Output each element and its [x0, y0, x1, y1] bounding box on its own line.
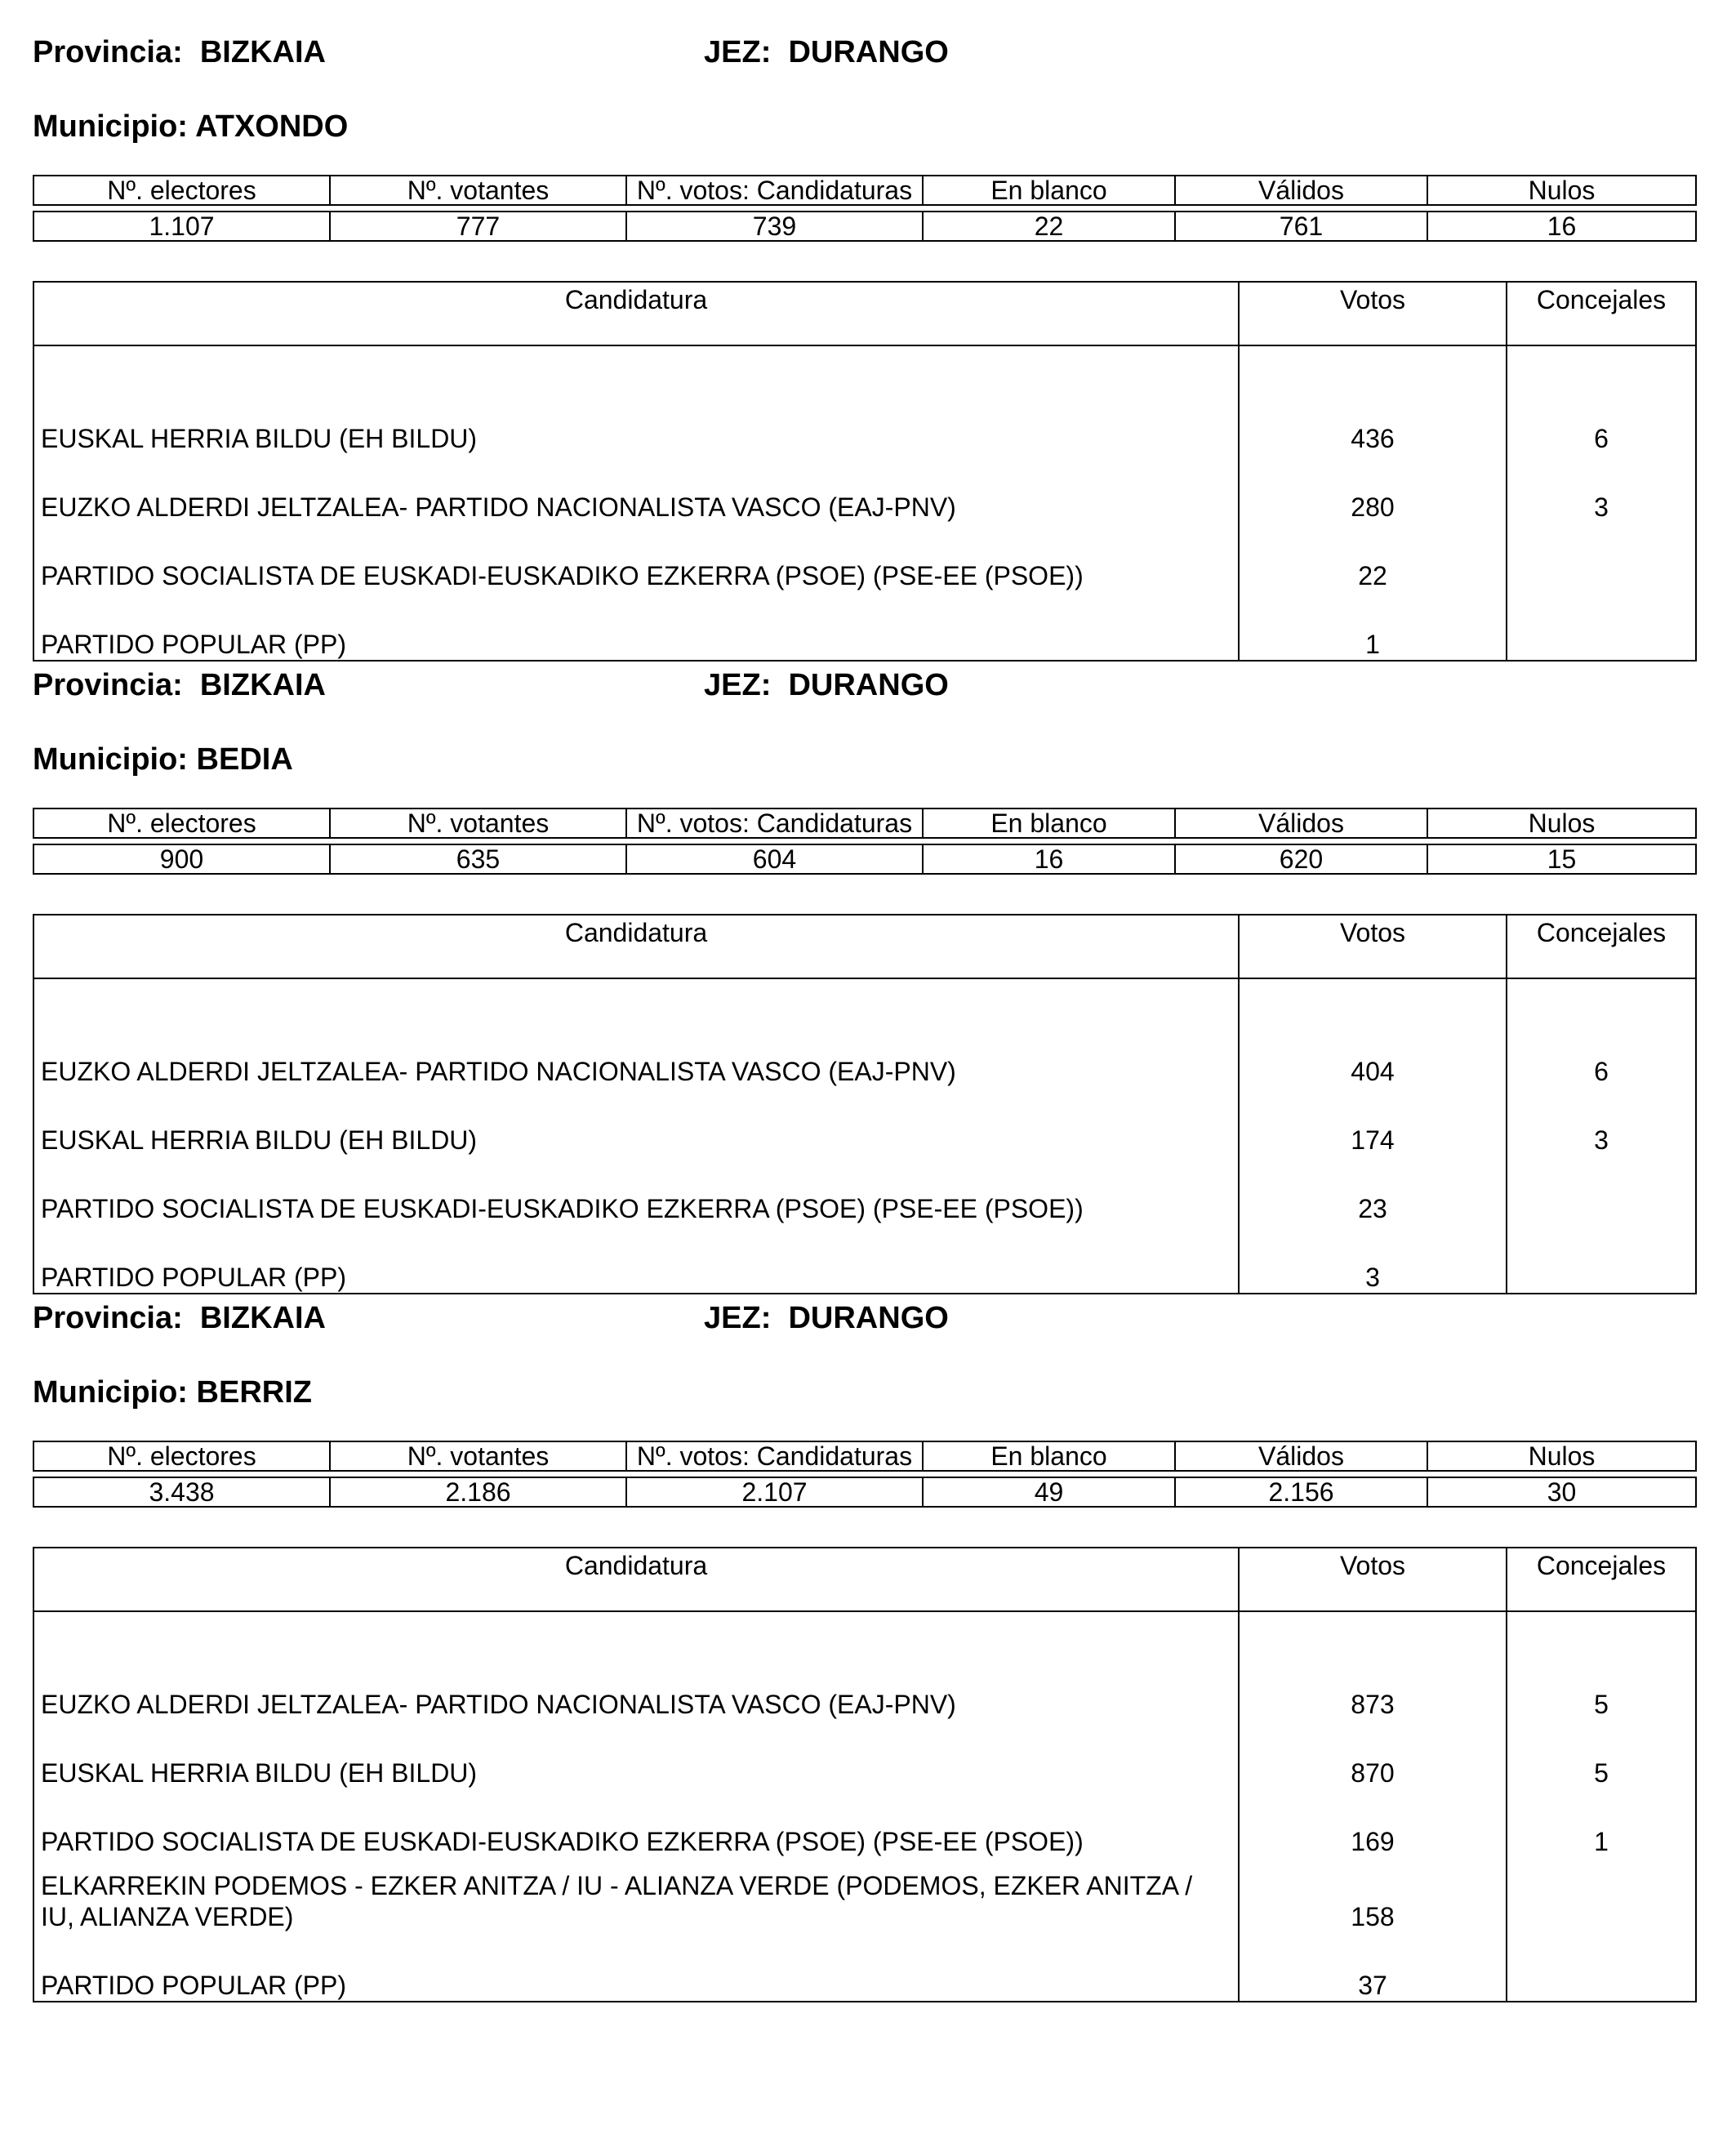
summary-value-cell: 739 — [626, 212, 923, 241]
summary-value-cell: 16 — [1427, 212, 1696, 241]
provincia-heading — [33, 667, 326, 703]
votos-value: 280 — [1239, 454, 1507, 523]
votos-value: 3 — [1239, 1224, 1507, 1294]
municipio-heading — [33, 1374, 312, 1410]
jez-value: DURANGO — [788, 1301, 949, 1335]
candidaturas-header-row — [33, 915, 1696, 978]
candidatura-name: EUSKAL HERRIA BILDU (EH BILDU) — [33, 1720, 1239, 1788]
jez-value: DURANGO — [788, 35, 949, 69]
table-row — [33, 1087, 1696, 1156]
summary-value-cell: 777 — [330, 212, 626, 241]
candidatura-name: ELKARREKIN PODEMOS - EZKER ANITZA / IU - ALIANZA VERDE (PODEMOS, EZKER ANITZA / IU, ALIANZA VERDE) — [33, 1857, 1239, 1932]
concejales-value: 6 — [1507, 978, 1696, 1087]
municipio-heading — [33, 742, 293, 777]
candidatura-name: EUSKAL HERRIA BILDU (EH BILDU) — [33, 1087, 1239, 1156]
concejales-value — [1507, 1857, 1696, 1932]
summary-header-row — [33, 808, 1696, 838]
municipio-label: Municipio: — [33, 742, 188, 777]
summary-header-cell: Nulos — [1427, 808, 1696, 838]
jez-label: JEZ: — [704, 1301, 772, 1335]
votos-value: 158 — [1239, 1857, 1507, 1932]
jez-heading — [704, 34, 949, 70]
votos-value: 870 — [1239, 1720, 1507, 1788]
candidaturas-header-cell: Concejales — [1507, 915, 1696, 978]
provincia-value: BIZKAIA — [199, 35, 326, 69]
summary-header-cell: Nº. votos: Candidaturas — [626, 176, 923, 205]
table-row — [33, 1720, 1696, 1788]
summary-value-cell: 16 — [923, 844, 1175, 874]
concejales-value: 3 — [1507, 1087, 1696, 1156]
candidatura-name: EUSKAL HERRIA BILDU (EH BILDU) — [33, 345, 1239, 454]
concejales-value — [1507, 523, 1696, 591]
concejales-value — [1507, 1156, 1696, 1224]
municipio-label: Municipio: — [33, 109, 188, 144]
candidaturas-header-cell: Concejales — [1507, 1548, 1696, 1611]
table-row — [33, 978, 1696, 1087]
summary-table — [33, 1441, 1697, 1508]
candidatura-name: PARTIDO POPULAR (PP) — [33, 1932, 1239, 2002]
summary-header-cell: Nº. votantes — [330, 176, 626, 205]
candidaturas-header-row — [33, 1548, 1696, 1611]
summary-value-cell: 635 — [330, 844, 626, 874]
summary-header-cell: Válidos — [1175, 1441, 1427, 1471]
candidatura-name: PARTIDO POPULAR (PP) — [33, 591, 1239, 661]
jez-value: DURANGO — [788, 668, 949, 702]
provincia-label: Provincia: — [33, 35, 183, 69]
summary-header-cell: Nº. electores — [33, 808, 330, 838]
summary-value-cell: 620 — [1175, 844, 1427, 874]
candidaturas-header-cell: Votos — [1239, 915, 1507, 978]
provincia-value: BIZKAIA — [199, 668, 326, 702]
table-row — [33, 1932, 1696, 2002]
summary-header-cell: En blanco — [923, 176, 1175, 205]
table-row — [33, 345, 1696, 454]
summary-value-cell: 900 — [33, 844, 330, 874]
candidaturas-table — [33, 914, 1697, 1294]
votos-value: 22 — [1239, 523, 1507, 591]
summary-header-cell: Nº. votantes — [330, 808, 626, 838]
summary-value-cell: 2.156 — [1175, 1477, 1427, 1507]
summary-values-row — [33, 212, 1696, 241]
table-row — [33, 454, 1696, 523]
concejales-value — [1507, 1224, 1696, 1294]
jez-heading — [704, 1300, 949, 1336]
candidaturas-header-cell: Candidatura — [33, 1548, 1239, 1611]
summary-value-cell: 30 — [1427, 1477, 1696, 1507]
table-row — [33, 1156, 1696, 1224]
candidaturas-header-cell: Candidatura — [33, 282, 1239, 345]
table-row — [33, 1788, 1696, 1857]
candidatura-name: EUZKO ALDERDI JELTZALEA- PARTIDO NACIONALISTA VASCO (EAJ-PNV) — [33, 978, 1239, 1087]
summary-header-cell: Nulos — [1427, 176, 1696, 205]
summary-header-cell: Nº. electores — [33, 176, 330, 205]
table-row — [33, 1611, 1696, 1720]
votos-value: 1 — [1239, 591, 1507, 661]
table-row — [33, 591, 1696, 661]
votos-value: 23 — [1239, 1156, 1507, 1224]
concejales-value: 3 — [1507, 454, 1696, 523]
provincia-value: BIZKAIA — [199, 1301, 326, 1335]
municipio-label: Municipio: — [33, 1375, 188, 1410]
candidaturas-table — [33, 1547, 1697, 2002]
table-row — [33, 1224, 1696, 1294]
summary-header-cell: Nº. votos: Candidaturas — [626, 1441, 923, 1471]
candidatura-name: EUZKO ALDERDI JELTZALEA- PARTIDO NACIONALISTA VASCO (EAJ-PNV) — [33, 454, 1239, 523]
votos-value: 169 — [1239, 1788, 1507, 1857]
summary-value-cell: 1.107 — [33, 212, 330, 241]
candidaturas-header-cell: Concejales — [1507, 282, 1696, 345]
summary-value-cell: 3.438 — [33, 1477, 330, 1507]
concejales-value: 5 — [1507, 1611, 1696, 1720]
summary-header-cell: Válidos — [1175, 808, 1427, 838]
summary-value-cell: 761 — [1175, 212, 1427, 241]
candidaturas-table — [33, 281, 1697, 662]
provincia-heading — [33, 1300, 326, 1336]
summary-value-cell: 22 — [923, 212, 1175, 241]
summary-value-cell: 2.107 — [626, 1477, 923, 1507]
candidaturas-header-cell: Candidatura — [33, 915, 1239, 978]
votos-value: 404 — [1239, 978, 1507, 1087]
summary-values-row — [33, 844, 1696, 874]
summary-header-row — [33, 1441, 1696, 1471]
candidatura-name: PARTIDO SOCIALISTA DE EUSKADI-EUSKADIKO EZKERRA (PSOE) (PSE-EE (PSOE)) — [33, 523, 1239, 591]
candidatura-name: PARTIDO SOCIALISTA DE EUSKADI-EUSKADIKO EZKERRA (PSOE) (PSE-EE (PSOE)) — [33, 1788, 1239, 1857]
jez-label: JEZ: — [704, 668, 772, 702]
votos-value: 873 — [1239, 1611, 1507, 1720]
summary-values-row — [33, 1477, 1696, 1507]
candidatura-name: EUZKO ALDERDI JELTZALEA- PARTIDO NACIONALISTA VASCO (EAJ-PNV) — [33, 1611, 1239, 1720]
summary-value-cell: 15 — [1427, 844, 1696, 874]
concejales-value — [1507, 591, 1696, 661]
votos-value: 174 — [1239, 1087, 1507, 1156]
summary-table — [33, 808, 1697, 875]
concejales-value: 1 — [1507, 1788, 1696, 1857]
summary-header-cell: Válidos — [1175, 176, 1427, 205]
municipio-value: BEDIA — [196, 742, 293, 777]
provincia-heading — [33, 34, 326, 70]
jez-heading — [704, 667, 949, 703]
summary-header-cell: Nº. votantes — [330, 1441, 626, 1471]
municipio-heading — [33, 109, 348, 145]
summary-header-cell: En blanco — [923, 1441, 1175, 1471]
provincia-label: Provincia: — [33, 668, 183, 702]
concejales-value — [1507, 1932, 1696, 2002]
jez-label: JEZ: — [704, 35, 772, 69]
municipio-value: BERRIZ — [196, 1375, 312, 1410]
concejales-value: 5 — [1507, 1720, 1696, 1788]
table-row — [33, 1857, 1696, 1932]
provincia-label: Provincia: — [33, 1301, 183, 1335]
candidatura-name: PARTIDO POPULAR (PP) — [33, 1224, 1239, 1294]
votos-value: 37 — [1239, 1932, 1507, 2002]
municipio-value: ATXONDO — [195, 109, 349, 144]
summary-value-cell: 2.186 — [330, 1477, 626, 1507]
concejales-value: 6 — [1507, 345, 1696, 454]
candidatura-name: PARTIDO SOCIALISTA DE EUSKADI-EUSKADIKO EZKERRA (PSOE) (PSE-EE (PSOE)) — [33, 1156, 1239, 1224]
summary-header-cell: Nº. electores — [33, 1441, 330, 1471]
summary-table — [33, 175, 1697, 242]
summary-header-cell: En blanco — [923, 808, 1175, 838]
summary-header-cell: Nº. votos: Candidaturas — [626, 808, 923, 838]
summary-value-cell: 49 — [923, 1477, 1175, 1507]
summary-value-cell: 604 — [626, 844, 923, 874]
candidaturas-header-row — [33, 282, 1696, 345]
summary-header-row — [33, 176, 1696, 205]
candidaturas-header-cell: Votos — [1239, 282, 1507, 345]
summary-header-cell: Nulos — [1427, 1441, 1696, 1471]
table-row — [33, 523, 1696, 591]
votos-value: 436 — [1239, 345, 1507, 454]
candidaturas-header-cell: Votos — [1239, 1548, 1507, 1611]
